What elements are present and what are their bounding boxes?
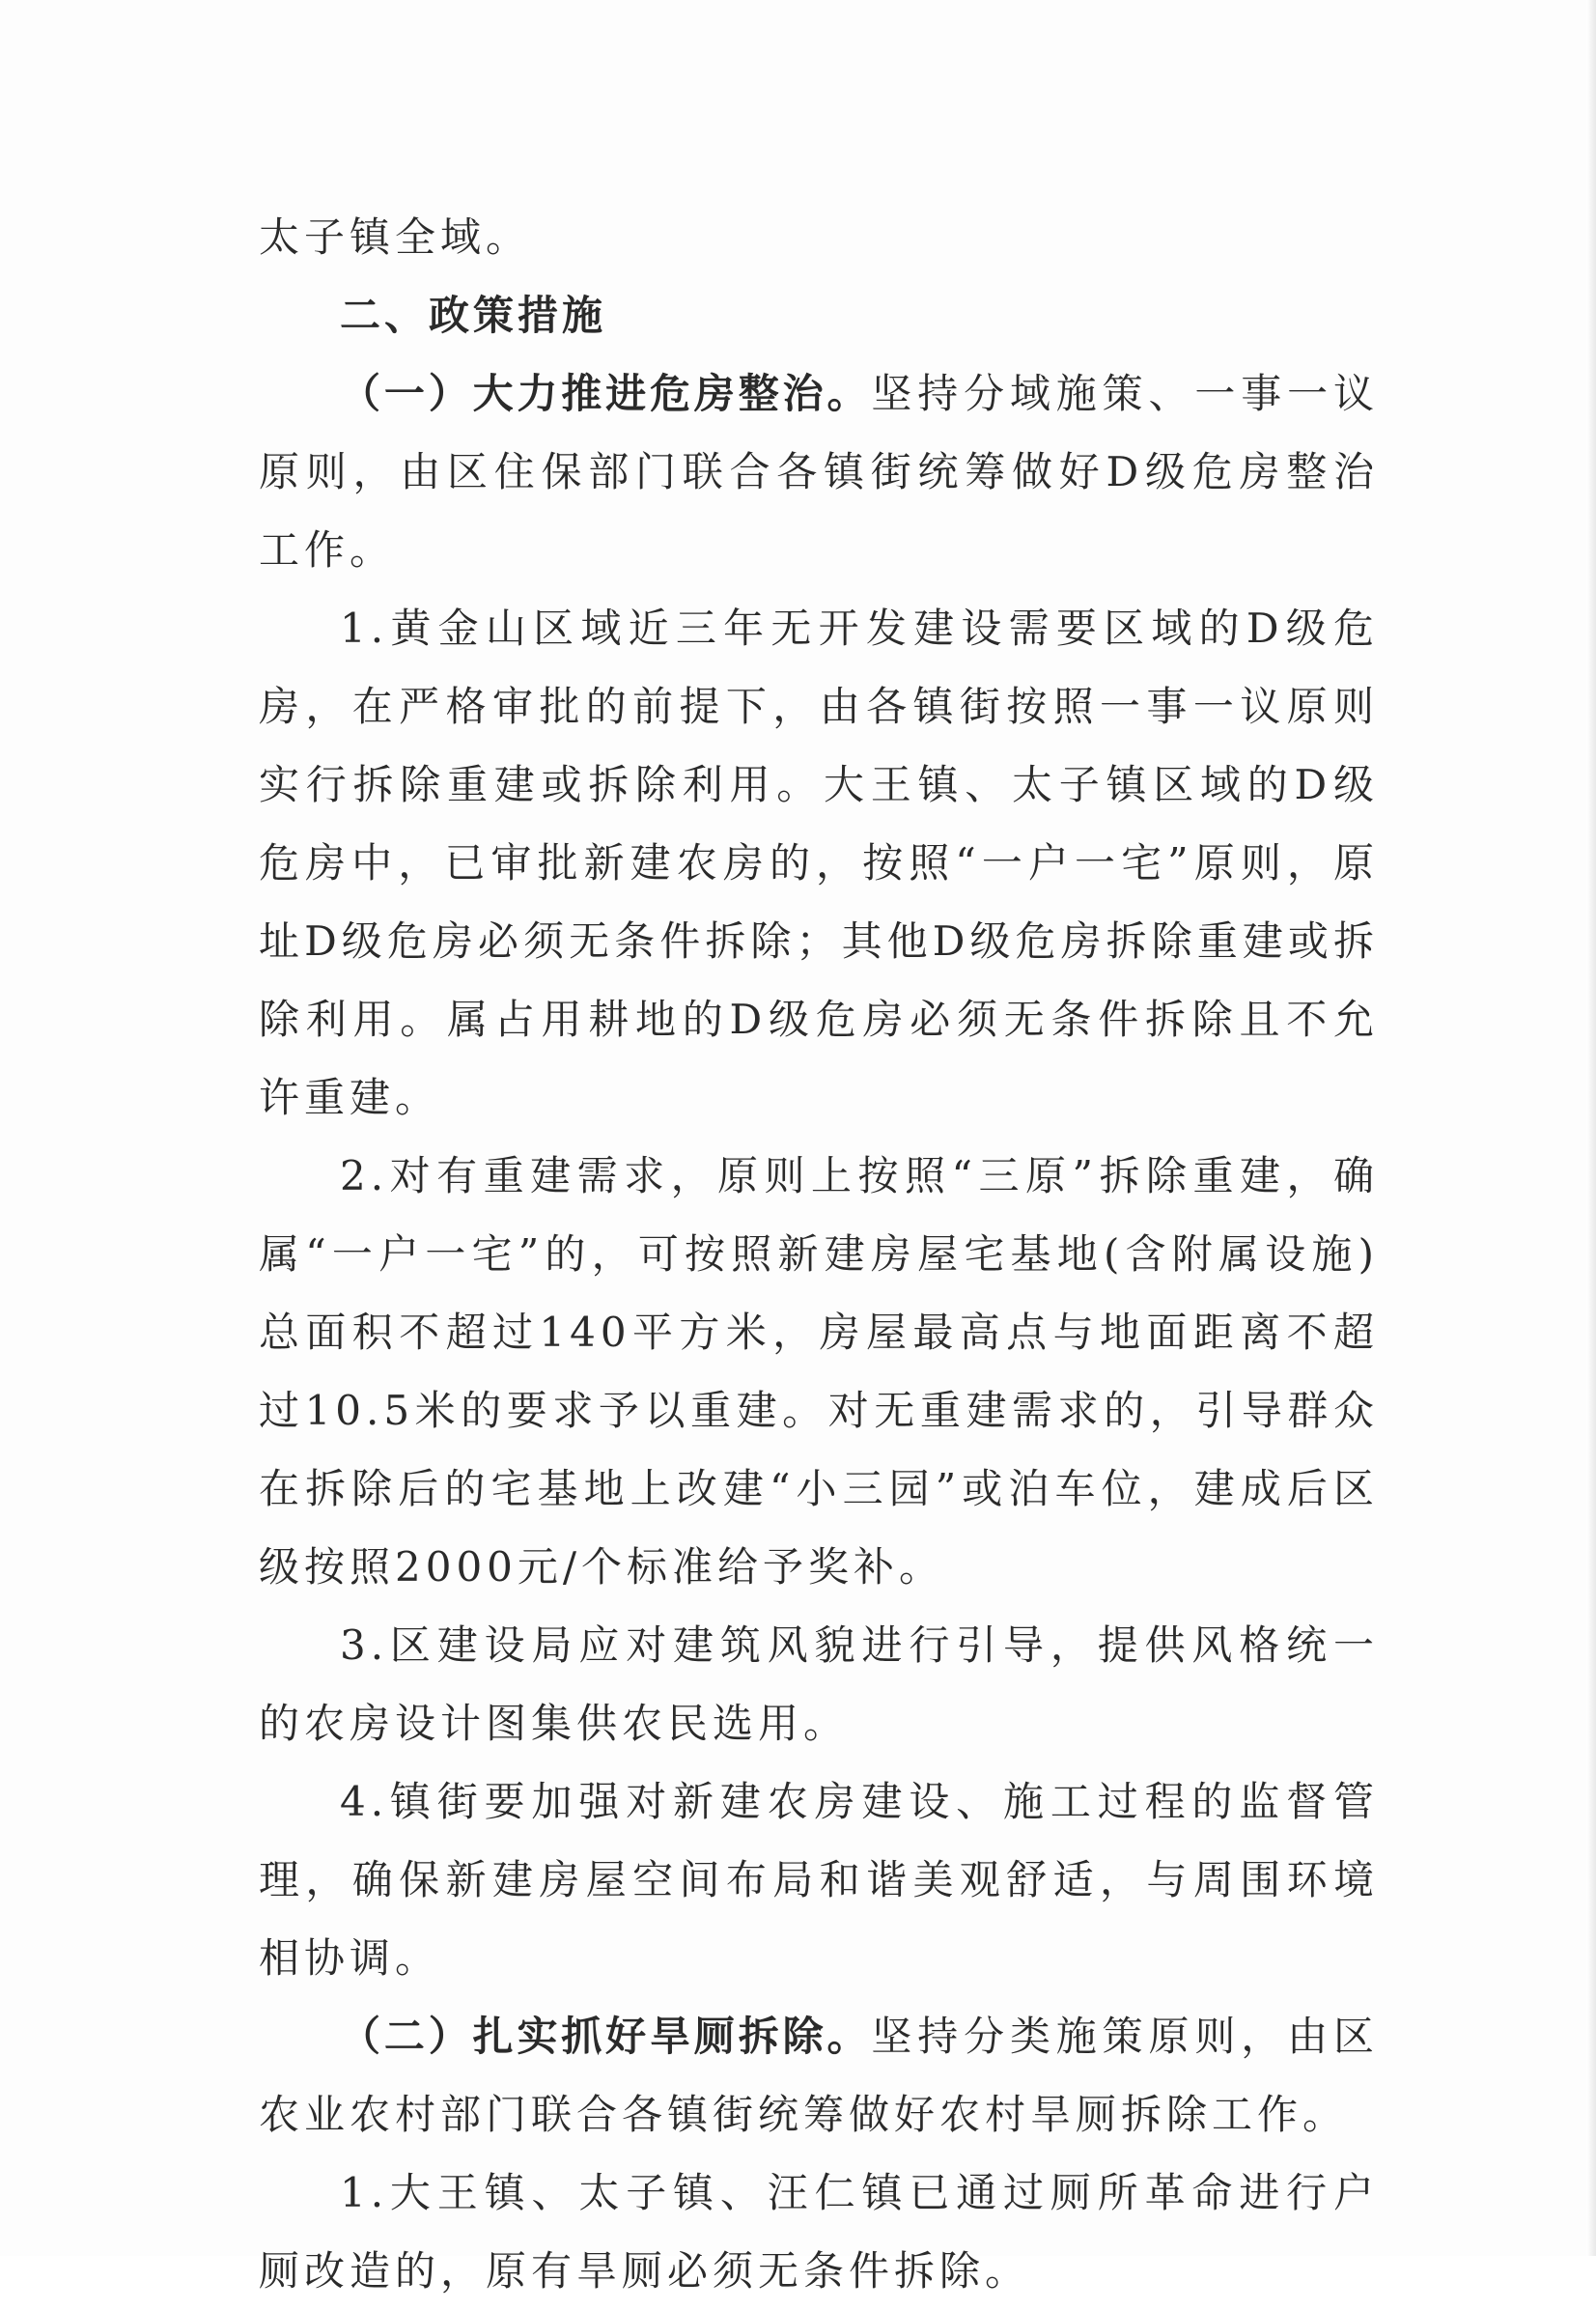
subsection-title: （二）扎实抓好旱厕拆除。 — [340, 2013, 872, 2060]
list-item-1-toilet: 1.大王镇、太子镇、汪仁镇已通过厕所革命进行户厕改造的，原有旱厕必须无条件拆除。 — [259, 2169, 1379, 2295]
subsection-dry-toilet — [259, 1997, 1379, 2154]
subsection-text: 坚持分域施策、一事一议原则，由区住保部门联合各镇街统筹做好D级危房整治工作。 — [259, 370, 1379, 574]
list-item-3: 3.区建设局应对建筑风貌进行引导，提供风格统一的农房设计图集供农民选用。 — [259, 1621, 1379, 1747]
section-heading-policy-measures: 二、政策措施 — [340, 292, 607, 339]
subsection-dangerous-housing — [259, 354, 1379, 589]
list-item-1: 1.黄金山区域近三年无开发建设需要区域的D级危房，在严格审批的前提下，由各镇街按照一事一议原则实行拆除重建或拆除利用。大王镇、太子镇区域的D级危房中，已审批新建农房的，按照“一户一宅”原则，原址D级危房必须无条件拆除；其他D级危房拆除重建或拆除利用。属占用耕地的D级危房必须无条件拆除且不允许重建。 — [259, 605, 1379, 1121]
list-item-4: 4.镇街要加强对新建农房建设、施工过程的监督管理，确保新建房屋空间布局和谐美观舒适，与周围环境相协调。 — [259, 1778, 1379, 1982]
list-item-2: 2.对有重建需求，原则上按照“三原”拆除重建，确属“一户一宅”的，可按照新建房屋宅基地(含附属设施)总面积不超过140平方米，房屋最高点与地面距离不超过10.5米的要求予以重建。对无重建需求的，引导群众在拆除后的宅基地上改建“小三园”或泊车位，建成后区级按照2000元/个标准给予奖补。 — [259, 1152, 1379, 1591]
subsection-text: 坚持分类施策原则，由区农业农村部门联合各镇街统筹做好农村旱厕拆除工作。 — [259, 2013, 1379, 2138]
page-edge-shadow — [1586, 0, 1596, 2256]
document-body — [259, 198, 1379, 2310]
subsection-title: （一）大力推进危房整治。 — [340, 370, 872, 417]
continuation-paragraph: 太子镇全域。 — [259, 213, 532, 261]
